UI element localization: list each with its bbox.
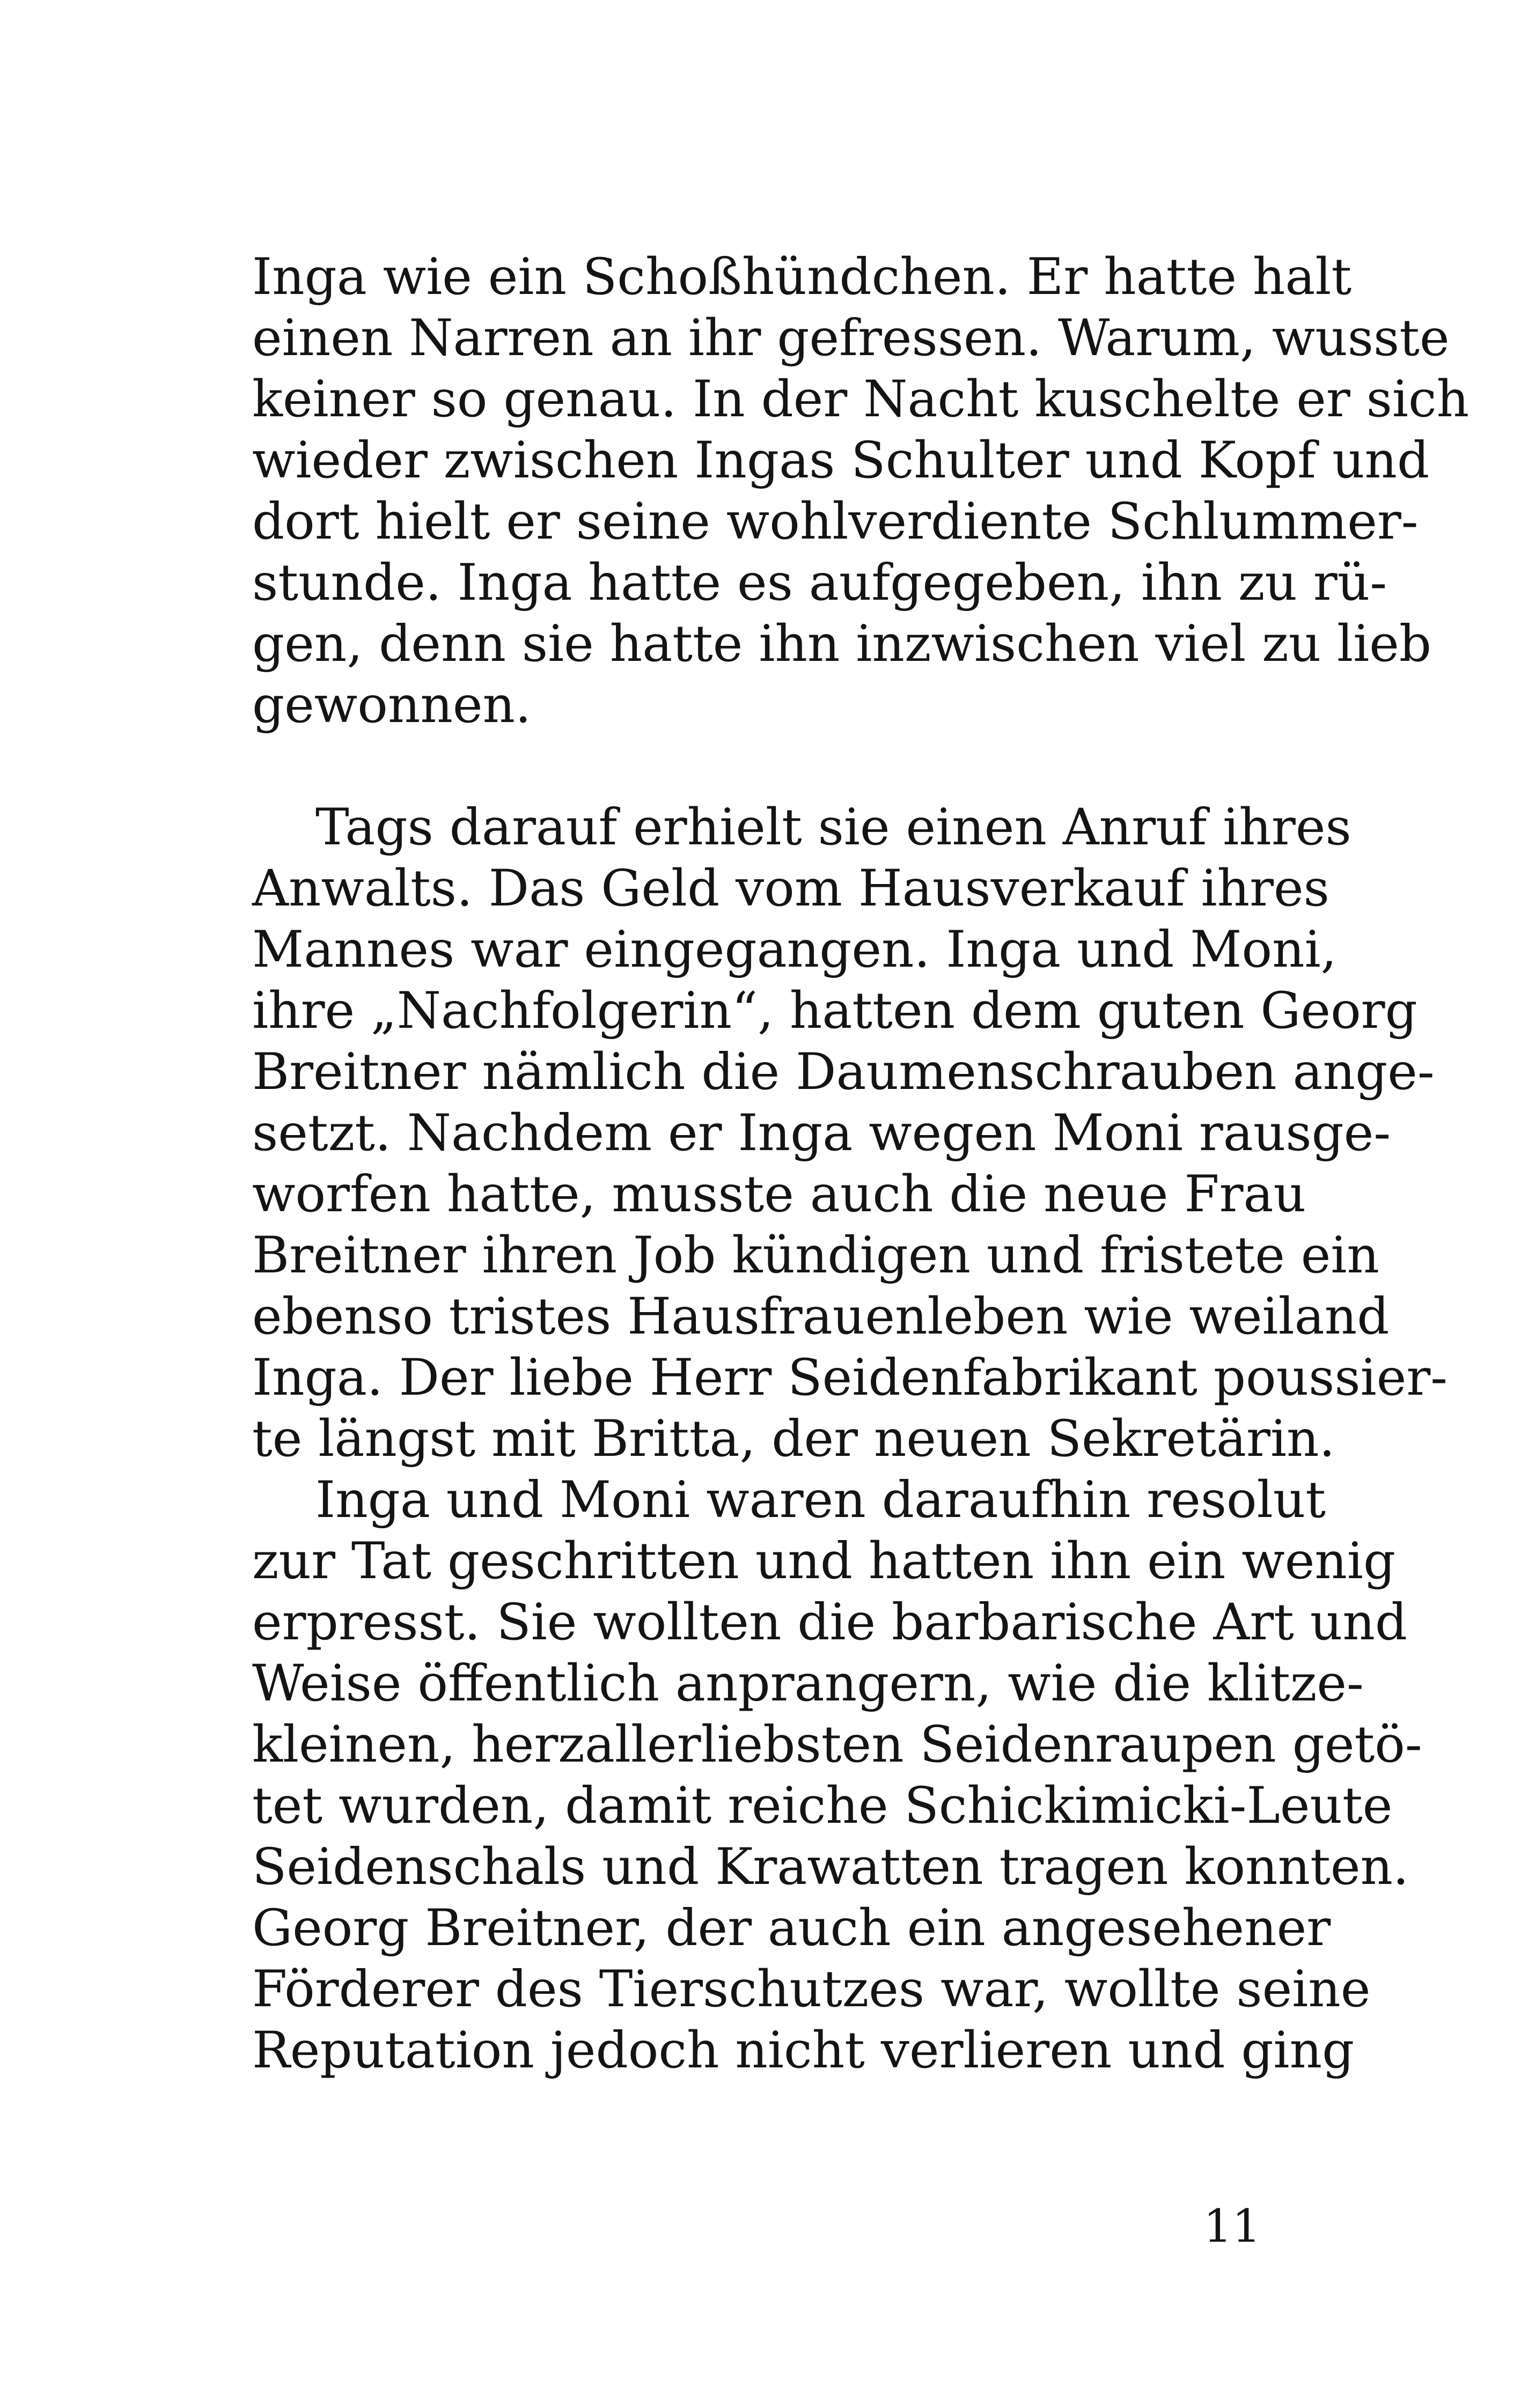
text-line: Breitner ihren Job kündigen und fristete ein xyxy=(252,1226,1379,1285)
text-line: gewonnen. xyxy=(252,676,531,734)
text-line: dort hielt er seine wohlverdiente Schlummer- xyxy=(252,492,1419,551)
text-line: te längst mit Britta, der neuen Sekretärin. xyxy=(252,1410,1335,1468)
text-line: Seidenschals und Krawatten tragen konnten. xyxy=(252,1838,1409,1896)
text-line: Weise öffentlich anprangern, wie die klitze- xyxy=(252,1654,1364,1713)
text-line: gen, denn sie hatte ihn inzwischen viel zu lieb xyxy=(252,615,1432,673)
text-line: kleinen, herzallerliebsten Seidenraupen getö- xyxy=(252,1715,1422,1774)
text-line: worfen hatte, musste auch die neue Frau xyxy=(252,1165,1306,1224)
text-line: Tags darauf erhielt sie einen Anruf ihres xyxy=(315,798,1351,857)
text-line: Breitner nämlich die Daumenschrauben ange- xyxy=(252,1043,1435,1101)
paragraph-spacer xyxy=(252,736,1261,797)
text-line: ihre „Nachfolgerin“, hatten dem guten Georg xyxy=(252,982,1417,1040)
text-line: keiner so genau. In der Nacht kuschelte er sich xyxy=(252,370,1469,429)
page-number: 11 xyxy=(1203,2200,1261,2252)
text-line: Förderer des Tierschutzes war, wollte seine xyxy=(252,1960,1371,2019)
text-line: Georg Breitner, der auch ein angesehener xyxy=(252,1899,1331,1957)
text-line: ebenso tristes Hausfrauenleben wie weiland xyxy=(252,1287,1390,1346)
text-line: Inga wie ein Schoßhündchen. Er hatte halt xyxy=(252,248,1352,306)
text-line: Anwalts. Das Geld vom Hausverkauf ihres xyxy=(252,859,1329,918)
text-line: zur Tat geschritten und hatten ihn ein wenig xyxy=(252,1532,1396,1590)
text-line: setzt. Nachdem er Inga wegen Moni rausge- xyxy=(252,1104,1391,1162)
text-line: tet wurden, damit reiche Schickimicki-Leute xyxy=(252,1777,1393,1835)
text-line: wieder zwischen Ingas Schulter und Kopf und xyxy=(252,431,1430,490)
text-line: einen Narren an ihr gefressen. Warum, wusste xyxy=(252,309,1450,367)
text-line: Inga. Der liebe Herr Seidenfabrikant poussier- xyxy=(252,1349,1448,1407)
text-line: Reputation jedoch nicht verlieren und ging xyxy=(252,2021,1355,2080)
text-line: stunde. Inga hatte es aufgegeben, ihn zu rü- xyxy=(252,554,1387,612)
text-line: Mannes war eingegangen. Inga und Moni, xyxy=(252,921,1337,979)
text-line: erpresst. Sie wollten die barbarische Art und xyxy=(252,1593,1408,1652)
body-text xyxy=(252,247,1469,2081)
text-line: Inga und Moni waren daraufhin resolut xyxy=(315,1471,1326,1529)
